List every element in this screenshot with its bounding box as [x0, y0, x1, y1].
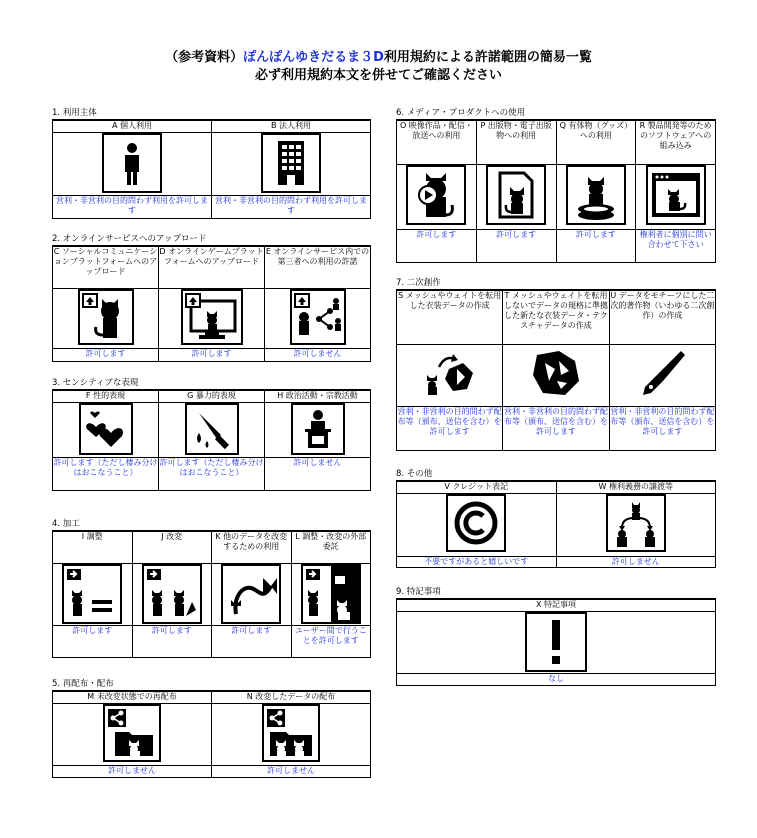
item-status: 許可しません [556, 556, 716, 567]
item-status: 営利・非営利の目的問わず利用を許可します [53, 195, 212, 218]
item-label: H 政治活動・宗教活動 [265, 390, 371, 402]
item-status: 営利・非営利の目的問わず配布等（頒布、送信を含む）を許可します [397, 406, 503, 450]
document-title [0, 49, 757, 85]
section-6-media-product [396, 108, 716, 263]
item-label: U データをモチーフにした二次的著作物（いわゆる二次創作）の作成 [609, 290, 715, 344]
item-label: C ソーシャルコミュニケーションプラットフォームへのアップロード [53, 246, 159, 288]
item-status: 許可しません [53, 765, 212, 777]
item-status: 営利・非営利の目的問わず配布等（頒布、送信を含む）を許可します [609, 406, 715, 450]
item-status: 許可しません [265, 348, 371, 361]
section-2-online-upload [52, 234, 371, 362]
item-status: 許可します [53, 348, 159, 361]
section-1-user [52, 108, 371, 219]
item-label: N 改変したデータの配布 [212, 691, 371, 703]
section-heading: 7. 二次創作 [396, 278, 441, 288]
item-label: X 特記事項 [397, 599, 716, 611]
section-5-redistribution [52, 679, 371, 778]
item-status: 権利者に個別に問い合わせて下さい [636, 229, 716, 262]
copyright-icon [446, 494, 506, 552]
item-status: 許可します [159, 348, 265, 361]
item-label: V クレジット表記 [397, 481, 557, 493]
figure-icon [566, 165, 626, 225]
title-line-2: 必ず利用規約本文を併せてご確認ください [254, 68, 502, 83]
item-status: 営利・非営利の目的問わず利用を許可します [212, 195, 371, 218]
item-status: 許可しません [265, 457, 371, 490]
share-modified-icon [262, 704, 320, 762]
book-cat-icon [486, 165, 546, 225]
title-line-1: （参考資料）ぽんぽんゆきだるま３D利用規約による許諾範囲の簡易一覧 [165, 50, 592, 65]
item-label: E オンラインサービス内での第三者への利用の許諾 [265, 246, 371, 288]
share-users-icon [290, 289, 346, 345]
section-heading: 1. 利用主体 [52, 108, 97, 118]
upload-monitor-icon [181, 289, 243, 345]
item-label: D オンラインゲームプラットフォームへのアップロード [159, 246, 265, 288]
item-label: J 改変 [132, 531, 212, 563]
section-9-special-notes [396, 587, 716, 686]
section-heading: 3. センシティブな表現 [52, 378, 139, 388]
section-4-modification [52, 519, 371, 658]
item-label: B 法人利用 [212, 120, 371, 132]
modify-icon [142, 564, 202, 624]
section-7-derivative [396, 278, 716, 451]
item-status: 許可します [397, 229, 477, 262]
item-status: 許可します [212, 625, 292, 657]
item-status: ユーザー間で行うことを許可します [291, 625, 371, 657]
adjust-icon [62, 564, 122, 624]
item-status: 営利・非営利の目的問わず配布等（頒布、送信を含む）を許可します [503, 406, 609, 450]
section-8-other [396, 469, 716, 568]
ribbon-icon [221, 564, 281, 624]
item-label: O 映像作品・配信・放送への利用 [397, 120, 477, 164]
office-building-icon [261, 133, 321, 193]
section-3-sensitive [52, 378, 371, 491]
item-status: 許可します [476, 229, 556, 262]
item-label: T メッシュやウェイトを転用しないでデータの規格に準拠した新たな衣装データ・テクスチャデータの作成 [503, 290, 609, 344]
item-status: なし [397, 673, 716, 685]
section-heading: 8. その他 [396, 469, 433, 479]
software-window-icon [646, 165, 706, 225]
item-label: P 出版物・電子出版物への利用 [476, 120, 556, 164]
section-heading: 5. 再配布・配布 [52, 679, 114, 689]
section-heading: 4. 加工 [52, 519, 80, 529]
section-heading: 6. メディア・プロダクトへの使用 [396, 108, 526, 118]
podium-icon [291, 403, 345, 455]
fabric-icon [527, 345, 585, 401]
item-label: K 他のデータを改変するための利用 [212, 531, 292, 563]
item-label: A 個人利用 [53, 120, 212, 132]
item-status: 不要ですがあると嬉しいです [397, 556, 557, 567]
share-folder-icon [103, 704, 161, 762]
item-status: 許可します [53, 625, 133, 657]
pen-nib-icon [633, 345, 691, 401]
item-status: 許可しません [212, 765, 371, 777]
item-status: 許可します（ただし棲み分けはおこなうこと） [53, 457, 159, 490]
item-label: R 製品開発等のためのソフトウェアへの組み込み [636, 120, 716, 164]
section-heading: 2. オンラインサービスへのアップロード [52, 234, 207, 244]
hearts-icon [79, 403, 133, 455]
item-label: L 調整・改変の外部委託 [291, 531, 371, 563]
item-label: I 調整 [53, 531, 133, 563]
item-label: S メッシュやウェイトを転用した衣装データの作成 [397, 290, 503, 344]
item-label: Q 有体物（グッズ）への利用 [556, 120, 636, 164]
item-label: M 未改変状態での再配布 [53, 691, 212, 703]
item-status: 許可します [556, 229, 636, 262]
video-cat-icon [406, 165, 466, 225]
transfer-rights-icon [606, 494, 666, 552]
person-icon [102, 133, 162, 193]
exclamation-icon [525, 612, 587, 672]
item-label: F 性的表現 [53, 390, 159, 402]
knife-icon [185, 403, 239, 455]
upload-cat-icon [78, 289, 134, 345]
item-status: 許可します（ただし棲み分けはおこなうこと） [159, 457, 265, 490]
clothing-transfer-icon [421, 345, 479, 401]
section-heading: 9. 特記事項 [396, 587, 441, 597]
item-label: W 権利義務の譲渡等 [556, 481, 716, 493]
outsource-icon [301, 564, 361, 624]
item-label: G 暴力的表現 [159, 390, 265, 402]
item-status: 許可します [132, 625, 212, 657]
